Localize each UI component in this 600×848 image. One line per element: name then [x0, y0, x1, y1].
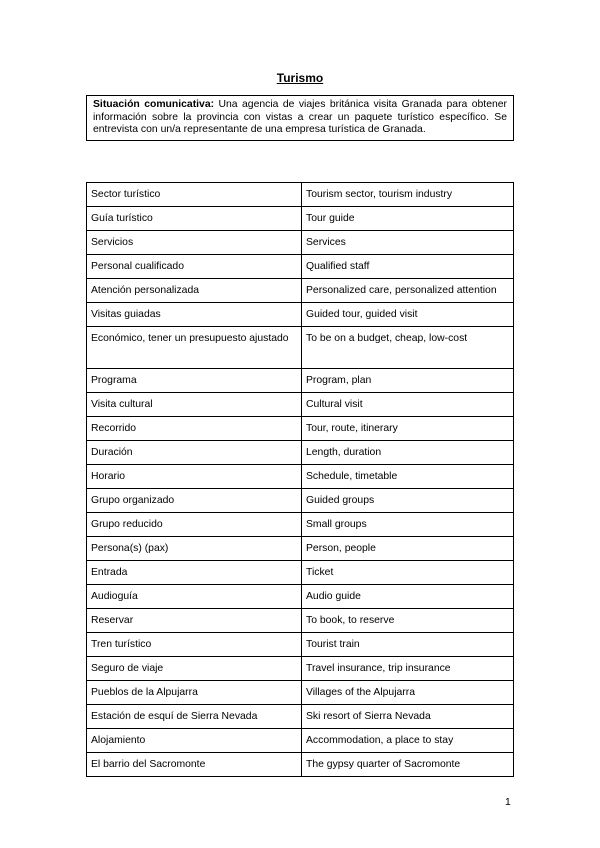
english-term: Personalized care, personalized attention [302, 279, 514, 303]
english-term: Tour guide [302, 207, 514, 231]
table-row [87, 207, 514, 231]
spanish-term: Pueblos de la Alpujarra [87, 681, 302, 705]
english-term: Ticket [302, 561, 514, 585]
english-term: Length, duration [302, 441, 514, 465]
english-term: Tour, route, itinerary [302, 417, 514, 441]
table-row [87, 303, 514, 327]
situation-text: Una agencia de viajes británica visita Granada para obtener información sobre la provincia con vistas a crear un paquete turístico específico. Se entrevista con un/a representante de una empresa turística de Granada. [93, 99, 507, 136]
table-row [87, 231, 514, 255]
spanish-term: Seguro de viaje [87, 657, 302, 681]
english-term: The gypsy quarter of Sacromonte [302, 753, 514, 777]
english-term: Guided groups [302, 489, 514, 513]
table-row [87, 705, 514, 729]
spanish-term: Visitas guiadas [87, 303, 302, 327]
spanish-term: Servicios [87, 231, 302, 255]
table-row [87, 609, 514, 633]
english-term: Cultural visit [302, 393, 514, 417]
table-row [87, 183, 514, 207]
english-term: Program, plan [302, 369, 514, 393]
english-term: Person, people [302, 537, 514, 561]
spanish-term: Económico, tener un presupuesto ajustado [87, 327, 302, 369]
english-term: Tourist train [302, 633, 514, 657]
spanish-term: Visita cultural [87, 393, 302, 417]
table-row [87, 465, 514, 489]
spanish-term: Duración [87, 441, 302, 465]
english-term: To be on a budget, cheap, low-cost [302, 327, 514, 369]
spanish-term: Guía turístico [87, 207, 302, 231]
table-row [87, 441, 514, 465]
table-row [87, 633, 514, 657]
spanish-term: Horario [87, 465, 302, 489]
spanish-term: Reservar [87, 609, 302, 633]
table-row [87, 513, 514, 537]
english-term: Services [302, 231, 514, 255]
english-term: To book, to reserve [302, 609, 514, 633]
spanish-term: Persona(s) (pax) [87, 537, 302, 561]
english-term: Travel insurance, trip insurance [302, 657, 514, 681]
spanish-term: Grupo organizado [87, 489, 302, 513]
spanish-term: Tren turístico [87, 633, 302, 657]
spanish-term: Grupo reducido [87, 513, 302, 537]
table-row [87, 279, 514, 303]
spanish-term: Recorrido [87, 417, 302, 441]
table-row [87, 393, 514, 417]
vocabulary-table [86, 182, 514, 777]
spanish-term: Audioguía [87, 585, 302, 609]
english-term: Audio guide [302, 585, 514, 609]
english-term: Villages of the Alpujarra [302, 681, 514, 705]
situation-box [86, 95, 514, 141]
english-term: Small groups [302, 513, 514, 537]
spanish-term: Atención personalizada [87, 279, 302, 303]
spanish-term: Entrada [87, 561, 302, 585]
table-row [87, 369, 514, 393]
spanish-term: Alojamiento [87, 729, 302, 753]
table-row [87, 753, 514, 777]
english-term: Qualified staff [302, 255, 514, 279]
table-row [87, 561, 514, 585]
english-term: Schedule, timetable [302, 465, 514, 489]
english-term: Guided tour, guided visit [302, 303, 514, 327]
spanish-term: Programa [87, 369, 302, 393]
table-row [87, 489, 514, 513]
table-row [87, 729, 514, 753]
table-row [87, 657, 514, 681]
table-row [87, 681, 514, 705]
table-row [87, 255, 514, 279]
spanish-term: Personal cualificado [87, 255, 302, 279]
situation-label: Situación comunicativa: [93, 99, 215, 110]
spanish-term: Estación de esquí de Sierra Nevada [87, 705, 302, 729]
page-title: Turismo [276, 71, 324, 85]
english-term: Tourism sector, tourism industry [302, 183, 514, 207]
table-row [87, 537, 514, 561]
english-term: Accommodation, a place to stay [302, 729, 514, 753]
table-row [87, 327, 514, 369]
spanish-term: El barrio del Sacromonte [87, 753, 302, 777]
table-row [87, 417, 514, 441]
spanish-term: Sector turístico [87, 183, 302, 207]
page-number: 1 [505, 797, 511, 808]
english-term: Ski resort of Sierra Nevada [302, 705, 514, 729]
table-row [87, 585, 514, 609]
